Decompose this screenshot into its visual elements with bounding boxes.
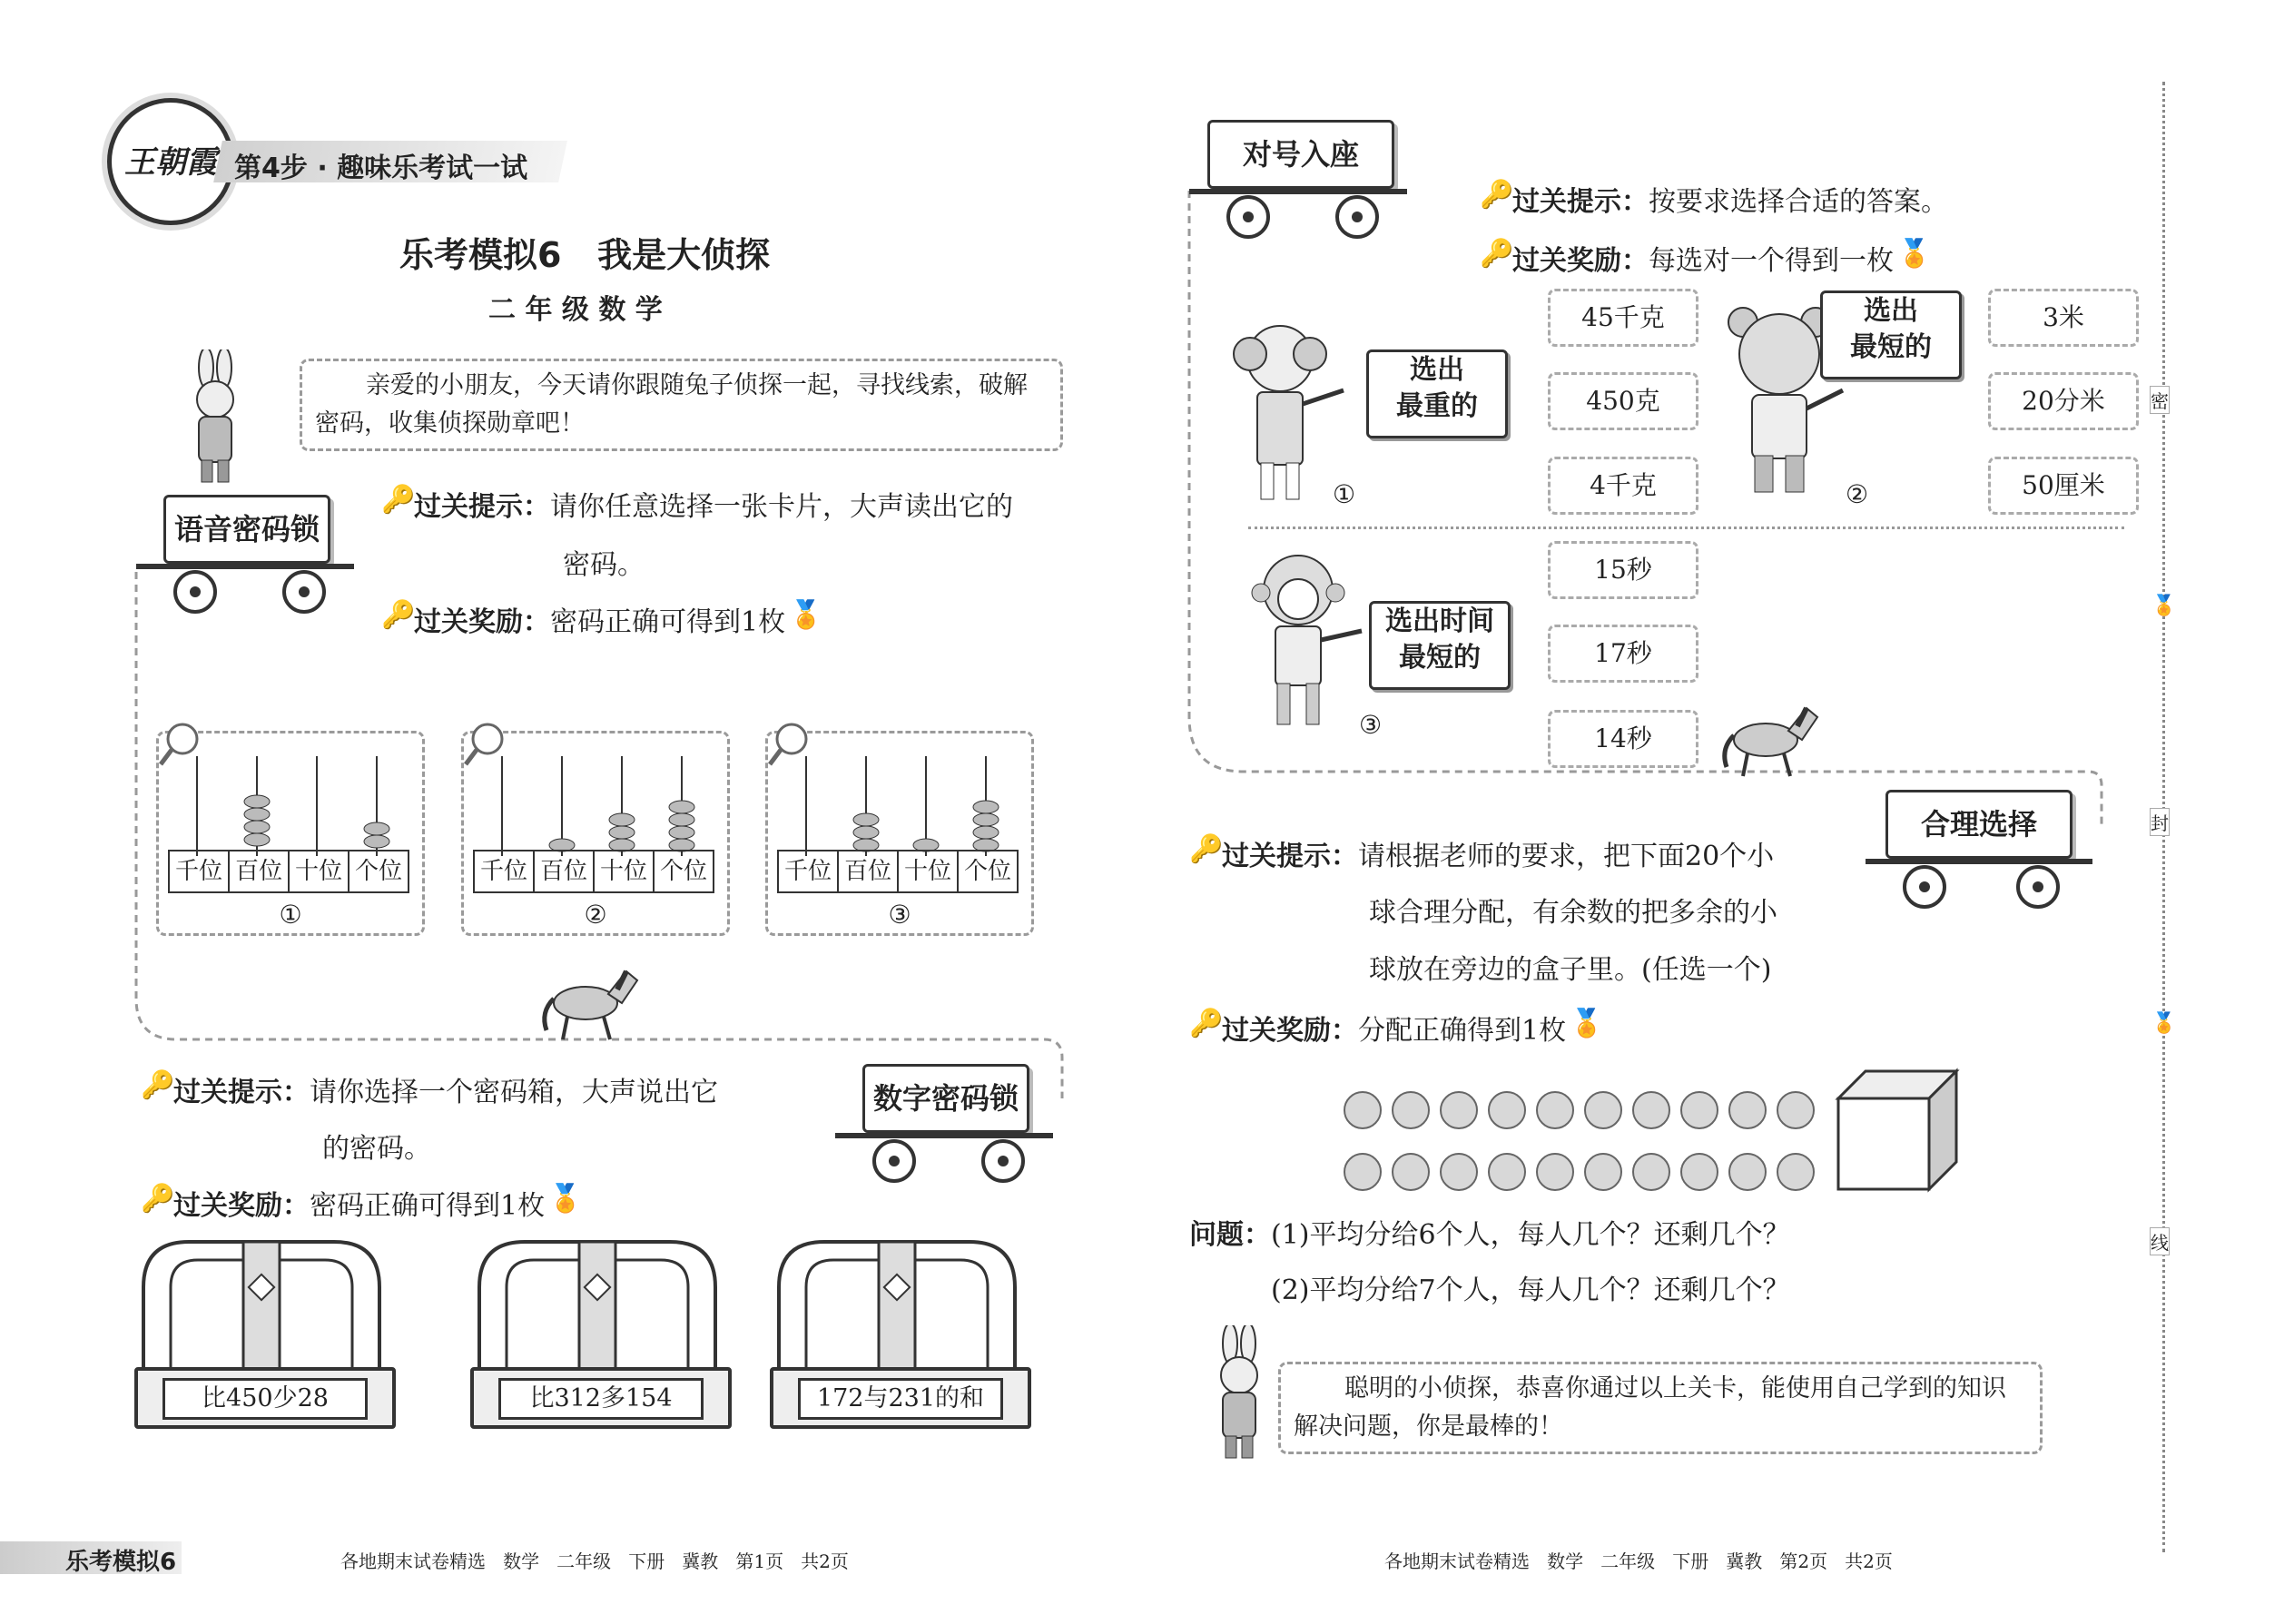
binding-medal-icon: 🏅: [2151, 1012, 2177, 1035]
medal-icon: 🏅: [789, 599, 823, 631]
key-icon: 🔑: [141, 1069, 175, 1101]
answer-option[interactable]: 50厘米: [1988, 457, 2139, 515]
rabbit-detective-image: [1198, 1325, 1280, 1462]
binding-label: 密: [2150, 386, 2170, 414]
q1-number: ①: [1333, 479, 1356, 509]
ball[interactable]: [1777, 1153, 1815, 1191]
ball[interactable]: [1728, 1091, 1767, 1129]
voice-lock-train: [136, 495, 354, 613]
sheep-character-image: [1230, 318, 1348, 508]
horse-image: [1716, 699, 1825, 781]
key-icon: 🔑: [381, 599, 416, 631]
voice-lock-sign: 语音密码锁: [163, 495, 330, 564]
q3-prompt: 选出时间 最短的: [1369, 601, 1511, 690]
remainder-box-image[interactable]: [1829, 1067, 1965, 1194]
binding-label: 封: [2150, 808, 2170, 836]
binding-label: 线: [2150, 1227, 2170, 1255]
ball[interactable]: [1536, 1153, 1574, 1191]
right-section2-hint-cont: 球放在旁边的盒子里。(任选一个): [1369, 954, 1772, 986]
abacus-card[interactable]: [461, 731, 730, 936]
answer-option[interactable]: 3米: [1988, 289, 2139, 347]
medal-icon: 🏅: [1570, 1008, 1604, 1039]
ball[interactable]: [1392, 1153, 1430, 1191]
answer-option[interactable]: 4千克: [1548, 457, 1698, 515]
rabbit-detective-image: [174, 349, 256, 486]
answer-option[interactable]: 45千克: [1548, 289, 1698, 347]
right-section2-hint-cont: 球合理分配，有余数的把多余的小: [1369, 897, 1777, 929]
chest-code: 比450少28: [162, 1378, 368, 1420]
section2-reward: 🔑 过关奖励： 密码正确可得到1枚 🏅: [141, 1183, 583, 1222]
ball[interactable]: [1777, 1091, 1815, 1129]
intro-text: 亲爱的小朋友，今天请你跟随兔子侦探一起，寻找线索，破解密码，收集侦探勋章吧！: [315, 371, 1028, 438]
q2-prompt: 选出 最短的: [1820, 290, 1962, 379]
ball[interactable]: [1632, 1091, 1670, 1129]
answer-option[interactable]: 17秒: [1548, 625, 1698, 683]
abacus-card[interactable]: [156, 731, 425, 936]
section1-hint-cont: 密码。: [563, 549, 645, 581]
ball[interactable]: [1440, 1153, 1478, 1191]
chest-base: [134, 1367, 396, 1429]
right-section2-reward: 🔑 过关奖励： 分配正确得到1枚 🏅: [1189, 1008, 1604, 1047]
section2-hint-cont: 的密码。: [322, 1133, 431, 1165]
balls-row: [1344, 1091, 1825, 1133]
chest-code: 172与231的和: [798, 1378, 1003, 1420]
balls-row: [1344, 1153, 1825, 1195]
ball[interactable]: [1680, 1153, 1718, 1191]
ball[interactable]: [1632, 1153, 1670, 1191]
q1-prompt: 选出 最重的: [1366, 349, 1508, 438]
ball[interactable]: [1488, 1091, 1526, 1129]
place-value-row: 千位 百位 十位 个位: [777, 850, 1019, 893]
section2-hint: 🔑 过关提示： 请你选择一个密码箱，大声说出它: [141, 1069, 718, 1108]
match-sign: 对号入座: [1207, 120, 1394, 189]
right-section1-hint: 🔑 过关提示： 按要求选择合适的答案。: [1480, 179, 1948, 218]
abacus-card[interactable]: [765, 731, 1034, 936]
step-label: 第4步 · 趣味乐考试一试: [234, 153, 528, 184]
monkey-character-image: [1248, 549, 1366, 740]
ball[interactable]: [1440, 1091, 1478, 1129]
publisher-logo: [107, 98, 234, 225]
abacus-label: ②: [584, 900, 607, 930]
ball[interactable]: [1392, 1091, 1430, 1129]
chest-base: [470, 1367, 732, 1429]
ball[interactable]: [1488, 1153, 1526, 1191]
footer-tag-text: 乐考模拟6: [65, 1549, 177, 1576]
ball[interactable]: [1680, 1091, 1718, 1129]
answer-option[interactable]: 450克: [1548, 372, 1698, 430]
key-icon: 🔑: [141, 1183, 175, 1215]
treasure-chest[interactable]: [470, 1233, 724, 1423]
key-icon: 🔑: [381, 484, 416, 516]
question-2: (2)平均分给7个人，每人几个？还剩几个？: [1271, 1275, 1790, 1306]
choice-train: [1866, 790, 2092, 908]
logo-text: 王朝霞: [124, 144, 217, 181]
choice-sign: 合理选择: [1885, 790, 2072, 859]
number-lock-sign: 数字密码锁: [862, 1064, 1029, 1133]
treasure-chest[interactable]: [770, 1233, 1024, 1423]
q2-number: ②: [1846, 479, 1869, 509]
question-label: 问题：: [1189, 1219, 1271, 1251]
outro-text: 聪明的小侦探，恭喜你通过以上关卡，能使用自己学到的知识解决问题，你是最棒的！: [1294, 1374, 2006, 1441]
q3-number: ③: [1359, 710, 1383, 740]
horse-image: [536, 962, 645, 1044]
intro-box: [300, 359, 1063, 451]
treasure-chest[interactable]: [134, 1233, 389, 1423]
key-icon: 🔑: [1189, 833, 1224, 865]
medal-icon: 🏅: [548, 1183, 583, 1215]
chest-code: 比312多154: [498, 1378, 704, 1420]
ball[interactable]: [1536, 1091, 1574, 1129]
footer-right-text: 各地期末试卷精选 数学 二年级 下册 冀教 第2页 共2页: [1384, 1550, 1893, 1572]
ball[interactable]: [1344, 1091, 1382, 1129]
binding-medal-icon: 🏅: [2151, 595, 2177, 617]
abacus-label: ①: [279, 900, 302, 930]
chest-base: [770, 1367, 1031, 1429]
ball[interactable]: [1728, 1153, 1767, 1191]
key-icon: 🔑: [1480, 179, 1514, 211]
answer-option[interactable]: 15秒: [1548, 541, 1698, 599]
section1-hint: 🔑 过关提示： 请你任意选择一张卡片，大声读出它的: [381, 484, 1013, 523]
question-1: (1)平均分给6个人，每人几个？还剩几个？: [1271, 1219, 1790, 1251]
number-lock-train: [835, 1064, 1053, 1182]
place-value-row: 千位 百位 十位 个位: [168, 850, 409, 893]
section1-reward: 🔑 过关奖励： 密码正确可得到1枚 🏅: [381, 599, 823, 638]
medal-icon: 🏅: [1897, 238, 1932, 270]
footer-left-text: 各地期末试卷精选 数学 二年级 下册 冀教 第1页 共2页: [340, 1550, 849, 1572]
ball[interactable]: [1584, 1091, 1622, 1129]
outro-box: [1278, 1362, 2043, 1454]
page-title: 乐考模拟6 我是大侦探: [399, 235, 771, 275]
answer-option[interactable]: 20分米: [1988, 372, 2139, 430]
place-value-row: 千位 百位 十位 个位: [473, 850, 714, 893]
match-train: [1189, 120, 1407, 238]
answer-option[interactable]: 14秒: [1548, 710, 1698, 768]
right-section1-reward: 🔑 过关奖励： 每选对一个得到一枚 🏅: [1480, 238, 1932, 277]
divider: [1248, 527, 2124, 529]
abacus-label: ③: [888, 900, 911, 930]
key-icon: 🔑: [1189, 1008, 1224, 1039]
right-section2-hint: 🔑 过关提示： 请根据老师的要求，把下面20个小: [1189, 833, 1775, 872]
ball[interactable]: [1344, 1153, 1382, 1191]
page-subtitle: 二 年 级 数 学: [488, 294, 663, 326]
ball[interactable]: [1584, 1153, 1622, 1191]
key-icon: 🔑: [1480, 238, 1514, 270]
